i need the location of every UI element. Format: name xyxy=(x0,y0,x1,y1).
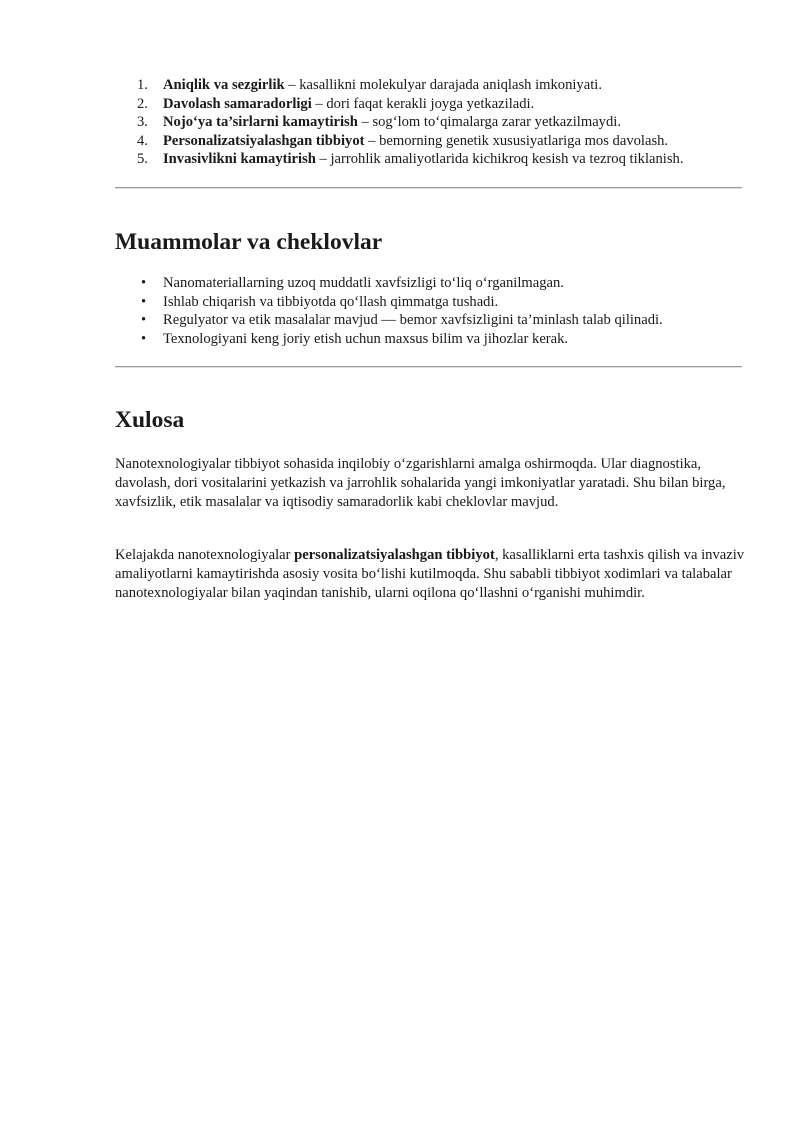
list-number: 1. xyxy=(137,77,148,93)
section-divider xyxy=(115,366,742,368)
benefit-description: – jarrohlik amaliyotlarida kichikroq kesish va tezroq tiklanish. xyxy=(315,151,684,168)
list-item xyxy=(115,311,742,330)
emphasis-text: personalizatsiyalashgan tibbiyot xyxy=(294,547,495,563)
bullet-icon: • xyxy=(141,312,147,329)
list-item xyxy=(115,274,742,293)
list-number: 4. xyxy=(137,132,148,149)
benefits-list xyxy=(115,76,742,169)
benefit-term: Davolash samaradorligi xyxy=(163,95,312,112)
paragraph-text: , kasalliklarni erta tashxis qilish va invaziv amaliyotlarni kamaytirishda asosiy vosita bo‘lishi kutilmoqda. Shu sababli tibbiyot xodimlari va talabalar nanotexnologiyalar bilan yaqindan tanishib, ularni oqilona qo‘llashni o‘rganishi muhimdir. xyxy=(115,547,745,601)
benefit-description: – dori faqat kerakli joyga yetkaziladi. xyxy=(311,95,535,112)
list-item xyxy=(115,113,742,132)
list-item xyxy=(115,293,742,312)
benefit-term: Invasivlikni kamaytirish xyxy=(163,151,316,168)
list-item xyxy=(115,150,742,169)
problem-text: Nanomateriallarning uzoq muddatli xavfsizligi to‘liq o‘rganilmagan. xyxy=(163,275,564,291)
list-item xyxy=(115,76,742,95)
list-item xyxy=(115,132,742,151)
section-heading-problems: Muammolar va cheklovlar xyxy=(115,229,383,255)
bullet-icon: • xyxy=(141,293,147,310)
problem-text: Ishlab chiqarish va tibbiyotda qo‘llash qimmatga tushadi. xyxy=(163,293,499,310)
benefit-term: Personalizatsiyalashgan tibbiyot xyxy=(163,132,365,149)
list-number: 2. xyxy=(137,95,148,112)
problems-list xyxy=(115,274,742,348)
problem-text: Texnologiyani keng joriy etish uchun maxsus bilim va jihozlar kerak. xyxy=(163,330,569,347)
problem-text: Regulyator va etik masalalar mavjud — bemor xavfsizligini ta’minlash talab qilinadi. xyxy=(163,312,663,329)
list-number: 3. xyxy=(137,114,148,131)
benefit-term: Nojo‘ya ta’sirlarni kamaytirish xyxy=(163,114,358,131)
benefit-description: – sog‘lom to‘qimalarga zarar yetkazilmaydi. xyxy=(357,114,621,131)
paragraph-text: Kelajakda nanotexnologiyalar xyxy=(115,547,295,563)
conclusion-paragraph-1: Nanotexnologiyalar tibbiyot sohasida inqilobiy o‘zgarishlarni amalga oshirmoqda. Ular diagnostika, davolash, dori vositalarini yetkazish va jarrohlik sohalarida yangi imkoniyatlar yaratadi. Shu bilan birga, xavfsizlik, etik masalalar va iqtisodiy samaradorlik kabi cheklovlar mavjud. xyxy=(115,456,726,510)
list-item xyxy=(115,330,742,349)
benefit-description: – kasallikni molekulyar darajada aniqlash imkoniyati. xyxy=(284,77,602,93)
benefit-term: Aniqlik va sezgirlik xyxy=(163,77,285,93)
list-number: 5. xyxy=(137,151,148,168)
bullet-icon: • xyxy=(141,275,147,291)
bullet-icon: • xyxy=(141,330,147,347)
list-item xyxy=(115,95,742,114)
conclusion-paragraph-2 xyxy=(115,546,745,603)
section-heading-conclusion: Xulosa xyxy=(115,407,185,433)
benefit-description: – bemorning genetik xususiyatlariga mos davolash. xyxy=(364,132,669,149)
section-divider xyxy=(115,187,742,189)
